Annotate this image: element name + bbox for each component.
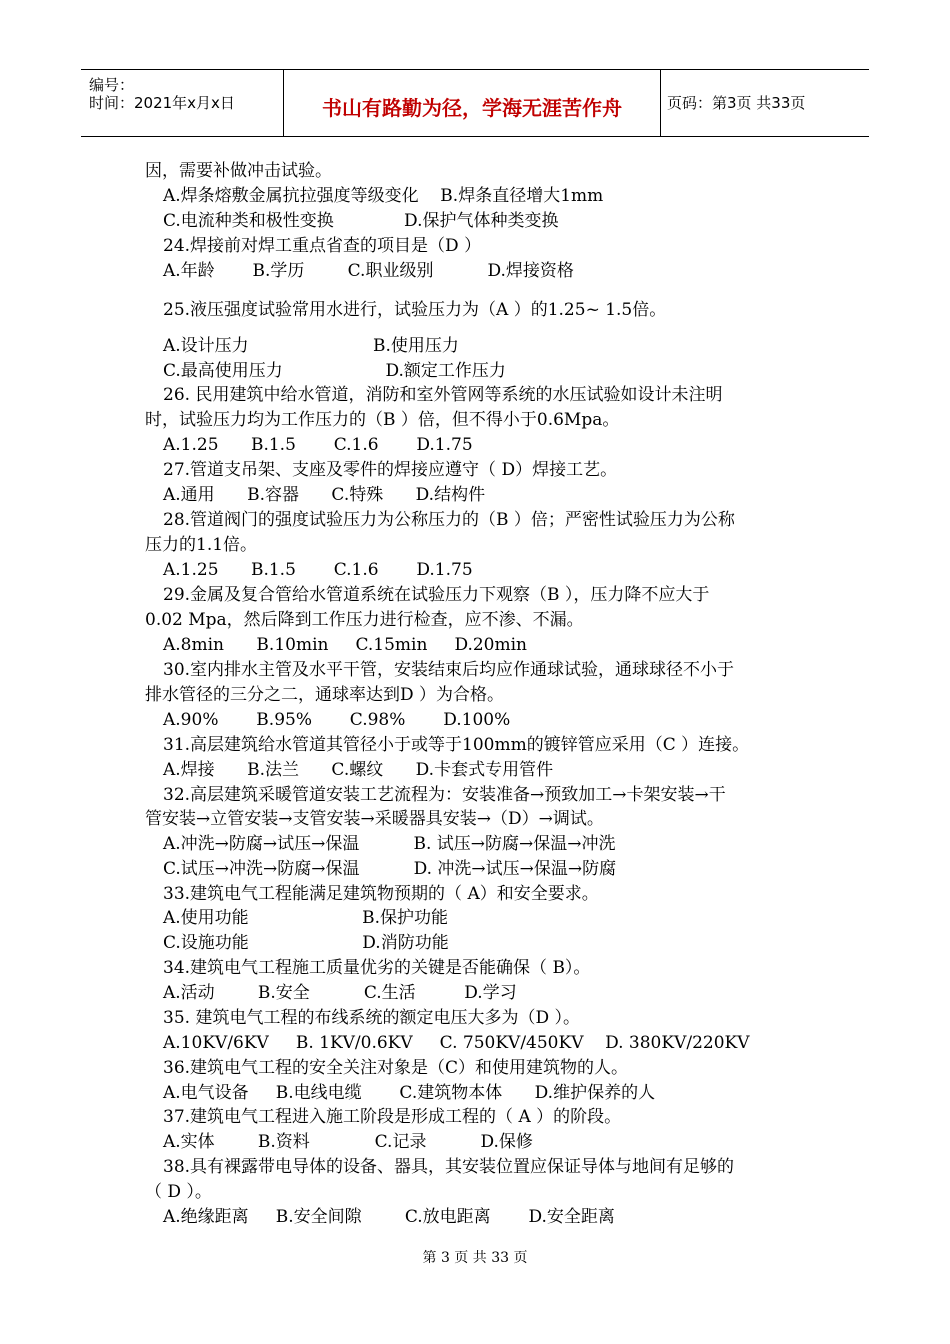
- text-line: A.年龄 B.学历 C.职业级别 D.焊接资格: [163, 261, 574, 281]
- text-line: A.通用 B.容器 C.特殊 D.结构件: [163, 485, 486, 505]
- page-number-label: 页码：第3页 共33页: [667, 94, 806, 112]
- text-line: A.1.25 B.1.5 C.1.6 D.1.75: [163, 560, 473, 580]
- header-center-cell: [284, 70, 661, 136]
- text-line: A.90% B.95% C.98% D.100%: [163, 710, 511, 730]
- motto-text: 书山有路勤为径，学海无涯苦作舟: [322, 96, 622, 120]
- text-line: 0.02 Mpa，然后降到工作压力进行检查，应不渗、不漏。: [145, 610, 584, 630]
- text-line: 因，需要补做冲击试验。: [145, 161, 332, 181]
- text-line: （ D ）。: [145, 1182, 212, 1202]
- date-label: 时间：2021年x月x日: [89, 94, 235, 112]
- text-line: 37.建筑电气工程进入施工阶段是形成工程的（ A ）的阶段。: [163, 1107, 622, 1127]
- page-header: [81, 69, 869, 137]
- text-line: A.1.25 B.1.5 C.1.6 D.1.75: [163, 435, 473, 455]
- text-line: A.焊接 B.法兰 C.螺纹 D.卡套式专用管件: [163, 760, 554, 780]
- text-line: 33.建筑电气工程能满足建筑物预期的（ A）和安全要求。: [163, 884, 599, 904]
- page-footer: 第 3 页 共 33 页: [422, 1250, 528, 1266]
- text-line: 31.高层建筑给水管道其管径小于或等于100mm的镀锌管应采用（C ）连接。: [163, 735, 750, 755]
- text-line: 时，试验压力均为工作压力的（B ）倍，但不得小于0.6Mpa。: [145, 410, 620, 430]
- text-line: A.活动 B.安全 C.生活 D.学习: [163, 983, 517, 1003]
- text-line: 27.管道支吊架、支座及零件的焊接应遵守（ D）焊接工艺。: [163, 460, 618, 480]
- header-left-cell: [81, 70, 284, 136]
- text-line: 38.具有裸露带电导体的设备、器具，其安装位置应保证导体与地间有足够的: [163, 1157, 735, 1177]
- text-line: 排水管径的三分之二，通球率达到D ）为合格。: [145, 685, 505, 705]
- text-line: A.使用功能 B.保护功能: [163, 908, 449, 928]
- text-line: C.试压→冲洗→防腐→保温 D. 冲洗→试压→保温→防腐: [163, 859, 617, 879]
- text-line: 30.室内排水主管及水平干管，安装结束后均应作通球试验，通球球径不小于: [163, 660, 735, 680]
- text-line: A.焊条熔敷金属抗拉强度等级变化 B.焊条直径增大1mm: [163, 186, 604, 206]
- text-line: 29.金属及复合管给水管道系统在试验压力下观察（B ），压力降不应大于: [163, 585, 710, 605]
- text-line: A.10KV/6KV B. 1KV/0.6KV C. 750KV/450KV D. 380KV/220KV: [163, 1033, 750, 1053]
- text-line: A.电气设备 B.电线电缆 C.建筑物本体 D.维护保养的人: [163, 1083, 656, 1103]
- text-line: A.8min B.10min C.15min D.20min: [163, 635, 528, 655]
- text-line: 28.管道阀门的强度试验压力为公称压力的（B ）倍；严密性试验压力为公称: [163, 510, 735, 530]
- text-line: 26. 民用建筑中给水管道，消防和室外管网等系统的水压试验如设计未注明: [163, 385, 723, 405]
- text-line: 36.建筑电气工程的安全关注对象是（C）和使用建筑物的人。: [163, 1058, 629, 1078]
- text-line: C.最高使用压力 D.额定工作压力: [163, 361, 506, 381]
- text-line: 24.焊接前对焊工重点省查的项目是（D ）: [163, 236, 482, 256]
- text-line: A.冲洗→防腐→试压→保温 B. 试压→防腐→保温→冲洗: [163, 834, 616, 854]
- text-line: 压力的1.1倍。: [145, 535, 258, 555]
- text-line: 34.建筑电气工程施工质量优劣的关键是否能确保（ B）。: [163, 958, 591, 978]
- text-line: A.实体 B.资料 C.记录 D.保修: [163, 1132, 533, 1152]
- text-line: 32.高层建筑采暖管道安装工艺流程为：安装准备→预致加工→卡架安装→干: [163, 785, 726, 805]
- text-line: A.绝缘距离 B.安全间隙 C.放电距离 D.安全距离: [163, 1207, 615, 1227]
- text-line: 管安装→立管安装→支管安装→采暖器具安装→（D）→调试。: [145, 809, 604, 829]
- text-line: 25.液压强度试验常用水进行，试验压力为（A ）的1.25~ 1.5倍。: [163, 300, 667, 320]
- text-line: 35. 建筑电气工程的布线系统的额定电压大多为（D ）。: [163, 1008, 580, 1028]
- text-line: A.设计压力 B.使用压力: [163, 336, 459, 356]
- serial-number-label: 编号：: [89, 76, 135, 94]
- text-line: C.电流种类和极性变换 D.保护气体种类变换: [163, 211, 559, 231]
- text-line: C.设施功能 D.消防功能: [163, 933, 449, 953]
- header-right-cell: [661, 70, 869, 136]
